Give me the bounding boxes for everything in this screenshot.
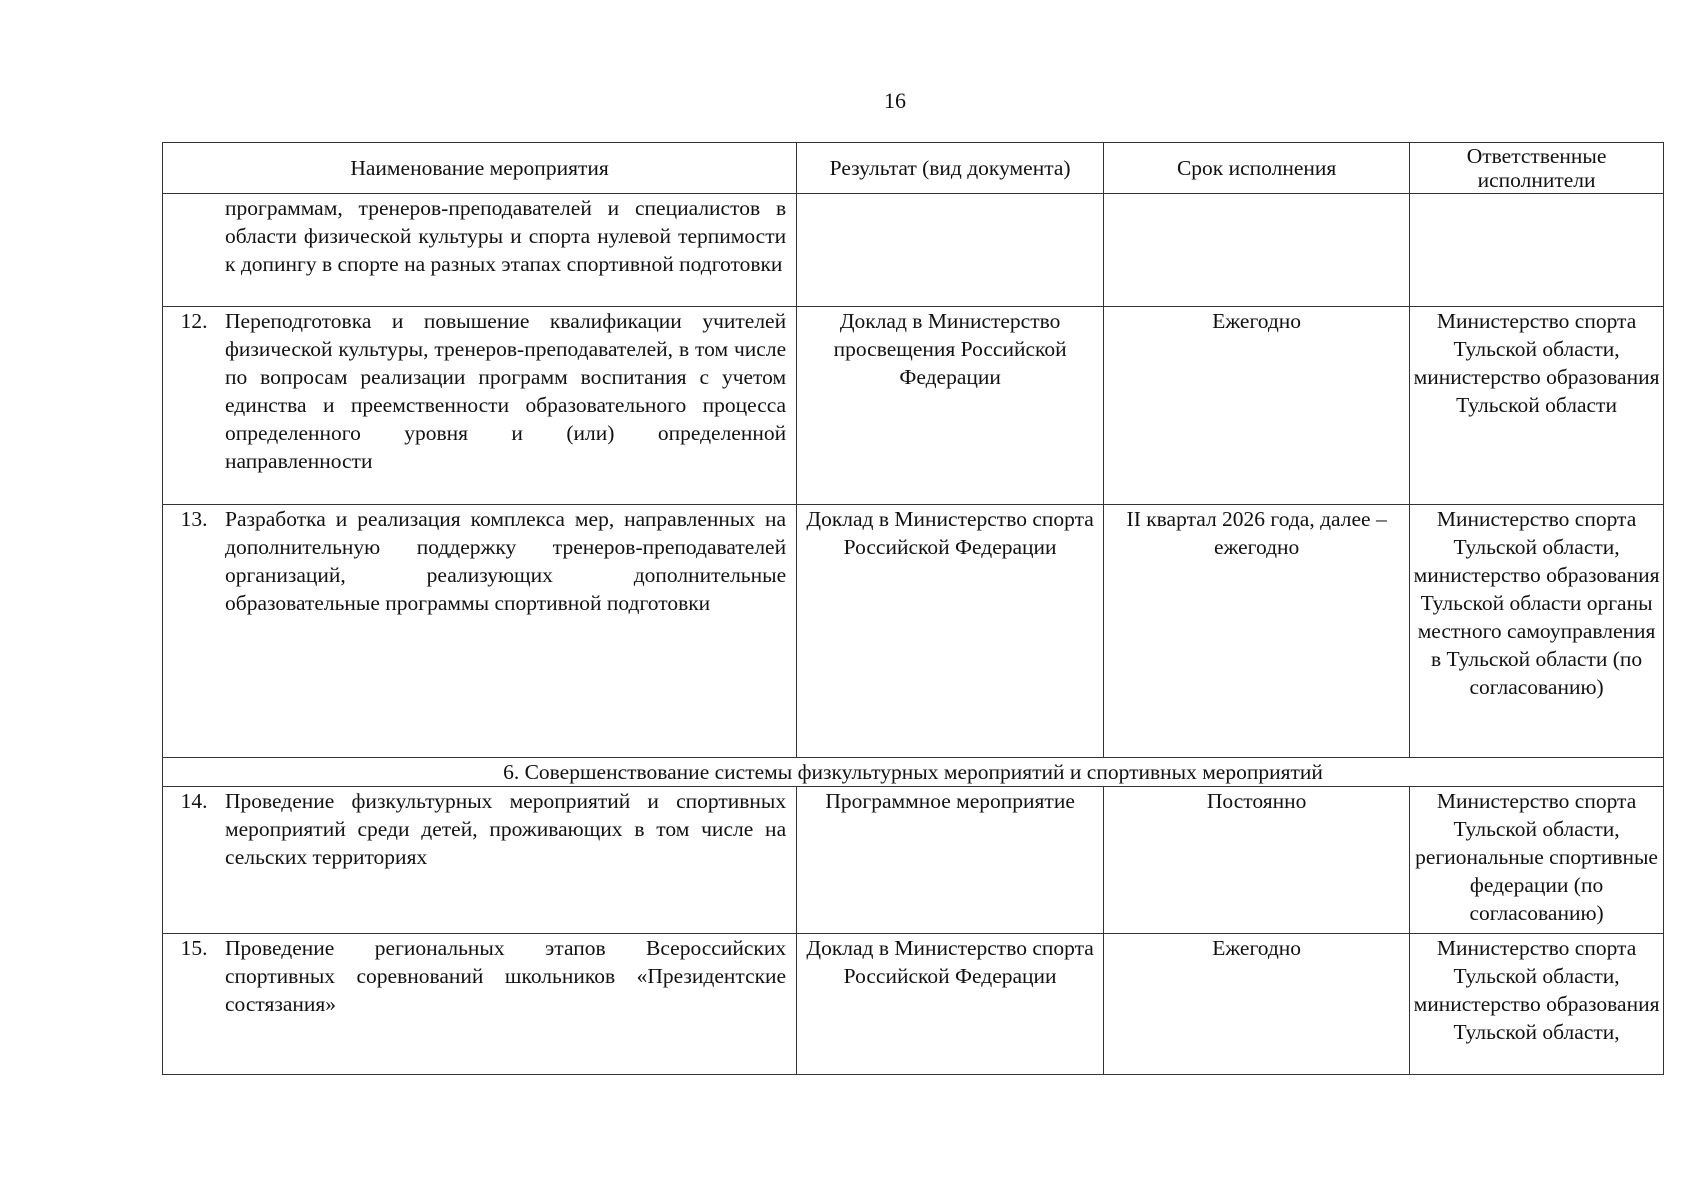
table-row [163,934,1664,1075]
deadline-cell: II квартал 2026 года, далее – ежегодно [1104,505,1410,758]
header-result: Результат (вид документа) [797,143,1104,194]
result-cell: Доклад в Министерство спорта Российской Федерации [797,934,1104,1075]
row-number [163,194,225,278]
table-row [163,505,1664,758]
row-number: 12. [180,309,208,333]
event-name-cell [163,505,797,758]
responsible-cell: Министерство спорта Тульской области, региональные спортивные федерации (по согласованию) [1410,787,1664,934]
responsible-cell: Министерство спорта Тульской области, министерство образования Тульской области [1410,307,1664,505]
table-row [163,307,1664,505]
responsible-cell [1410,194,1664,307]
deadline-cell: Постоянно [1104,787,1410,934]
event-name: Переподготовка и повышение квалификации учителей физической культуры, тренеров-преподавателей, в том числе по вопросам реализации программ воспитания с учетом единства и преемственности образовательного процесса определенного уровня и (или) определенной направленности [225,309,787,473]
section-row [163,758,1664,787]
responsible-cell: Министерство спорта Тульской области, министерство образования Тульской области, [1410,934,1664,1075]
deadline-cell: Ежегодно [1104,307,1410,505]
event-name-cell [163,787,797,934]
header-deadline: Срок исполнения [1104,143,1410,194]
result-cell: Доклад в Министерство просвещения Российской Федерации [797,307,1104,505]
header-name: Наименование мероприятия [163,143,797,194]
table-row [163,194,1664,307]
table-header-row [163,143,1664,194]
row-number: 15. [180,936,208,960]
event-name: программам, тренеров-преподавателей и специалистов в области физической культуры и спорта нулевой терпимости к допингу в спорте на разных этапах спортивной подготовки [225,196,787,276]
page-number: 16 [884,88,906,113]
events-table [162,142,1664,1075]
event-name: Разработка и реализация комплекса мер, направленных на дополнительную поддержку тренеров-преподавателей организаций, реализующих дополнительные образовательные программы спортивной подготовки [225,507,787,615]
event-name-cell [163,934,797,1075]
row-number: 13. [180,507,208,531]
result-cell: Программное мероприятие [797,787,1104,934]
event-name: Проведение физкультурных мероприятий и спортивных мероприятий среди детей, проживающих в том числе на сельских территориях [225,789,787,869]
event-name: Проведение региональных этапов Всероссийских спортивных соревнований школьников «Президентские состязания» [225,936,787,1016]
deadline-cell: Ежегодно [1104,934,1410,1075]
result-cell: Доклад в Министерство спорта Российской Федерации [797,505,1104,758]
event-name-cell [163,194,797,307]
deadline-cell [1104,194,1410,307]
header-responsible: Ответственные исполнители [1410,143,1664,194]
row-number: 14. [180,789,208,813]
section-title: 6. Совершенствование системы физкультурных мероприятий и спортивных мероприятий [163,758,1664,787]
event-name-cell [163,307,797,505]
result-cell [797,194,1104,307]
responsible-cell: Министерство спорта Тульской области, министерство образования Тульской области органы местного самоуправления в Тульской области (по согласованию) [1410,505,1664,758]
table-row [163,787,1664,934]
